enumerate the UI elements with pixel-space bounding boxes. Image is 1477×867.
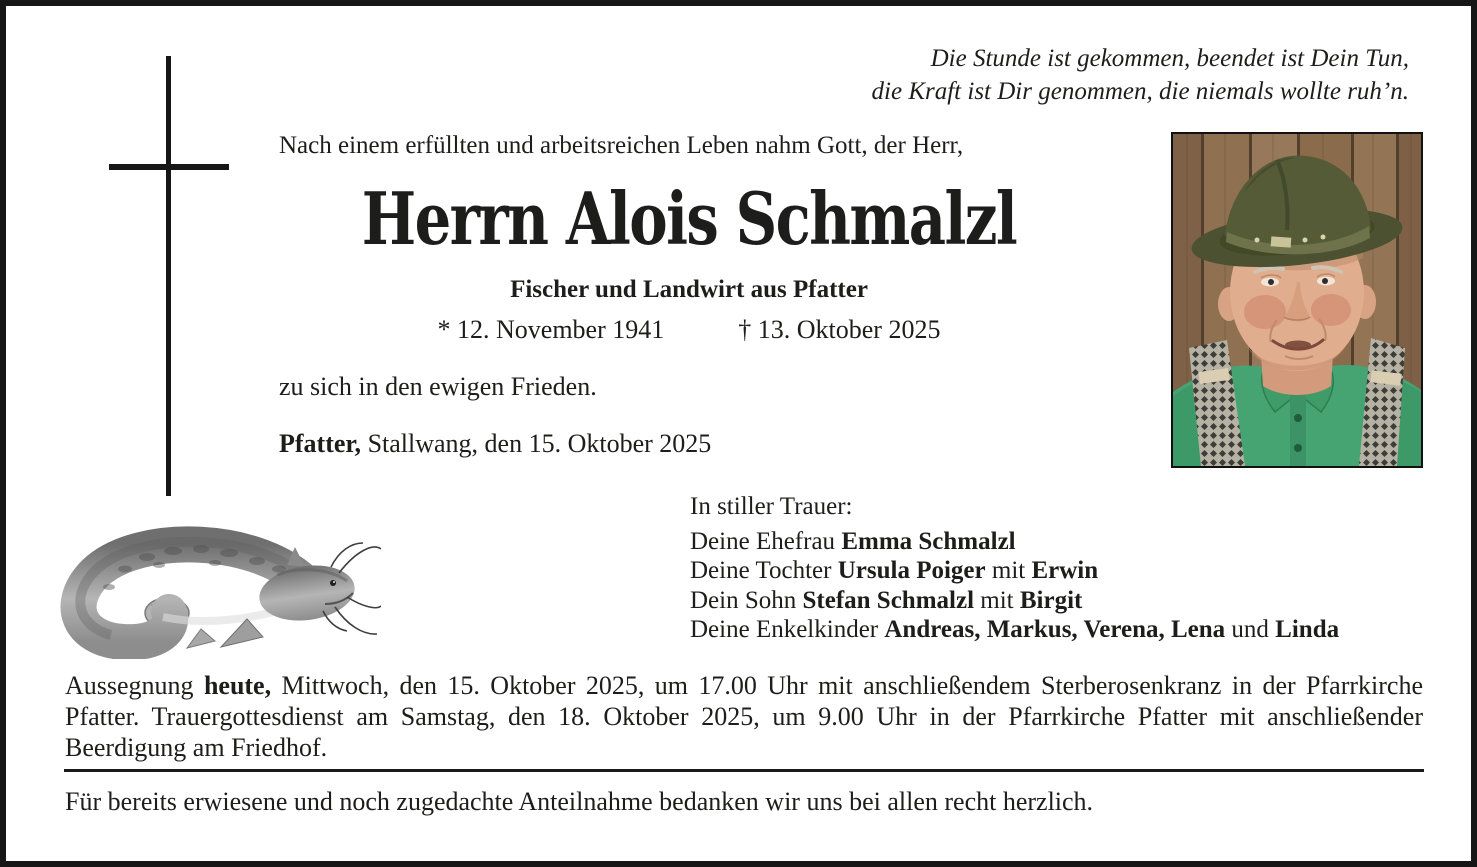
deceased-role: Fischer und Landwirt aus Pfatter (510, 276, 868, 303)
service-info: Aussegnung heute, Mittwoch, den 15. Oktober 2025, um 17.00 Uhr mit anschließendem Sterberosenkranz in der Pfarrkirche Pfatter. Trauergottesdienst am Samstag, den 18. Oktober 2025, um 9.00 Uhr in der Pfarrkirche Pfatter mit anschließender Beerdigung am Friedhof. (65, 671, 1423, 762)
memorial-quote (872, 42, 1409, 108)
place-date-line: Pfatter, Stallwang, den 15. Oktober 2025 (279, 429, 712, 458)
mourning-block (690, 492, 1339, 645)
mourning-line: Dein Sohn Stefan Schmalzl mit Birgit (690, 586, 1083, 614)
portrait-photo (1171, 132, 1423, 468)
memorial-quote-line2: die Kraft ist Dir genommen, die niemals wollte ruh’n. (871, 78, 1409, 105)
closing-line: zu sich in den ewigen Frieden. (279, 372, 597, 401)
cross-vertical-bar (166, 56, 171, 496)
mourning-line: Deine Enkelkinder Andreas, Markus, Verena, Lena und Linda (690, 616, 1340, 643)
mourning-line: Deine Ehefrau Emma Schmalzl (690, 527, 1016, 555)
birth-date: * 12. November 1941 (437, 315, 665, 344)
catfish-graphic (51, 521, 381, 659)
cross-horizontal-bar (109, 164, 229, 170)
deceased-name: Herrn Alois Schmalzl (361, 176, 1017, 261)
mourning-line: Deine Tochter Ursula Poiger mit Erwin (690, 557, 1099, 584)
separator-line (64, 769, 1424, 772)
death-date: † 13. Oktober 2025 (738, 315, 941, 344)
catfish-illustration (51, 521, 381, 659)
thanks-line: Für bereits erwiesene und noch zugedachte Anteilnahme bedanken wir uns bei allen recht herzlich. (65, 787, 1094, 816)
memorial-quote-line1: Die Stunde ist gekommen, beendet ist Dein Tun, (930, 45, 1409, 72)
life-dates (279, 315, 1099, 345)
portrait-photo-graphic (1173, 134, 1421, 466)
mourning-header: In stiller Trauer: (690, 493, 853, 520)
intro-line: Nach einem erfüllten und arbeitsreichen Leben nahm Gott, der Herr, (279, 132, 964, 159)
